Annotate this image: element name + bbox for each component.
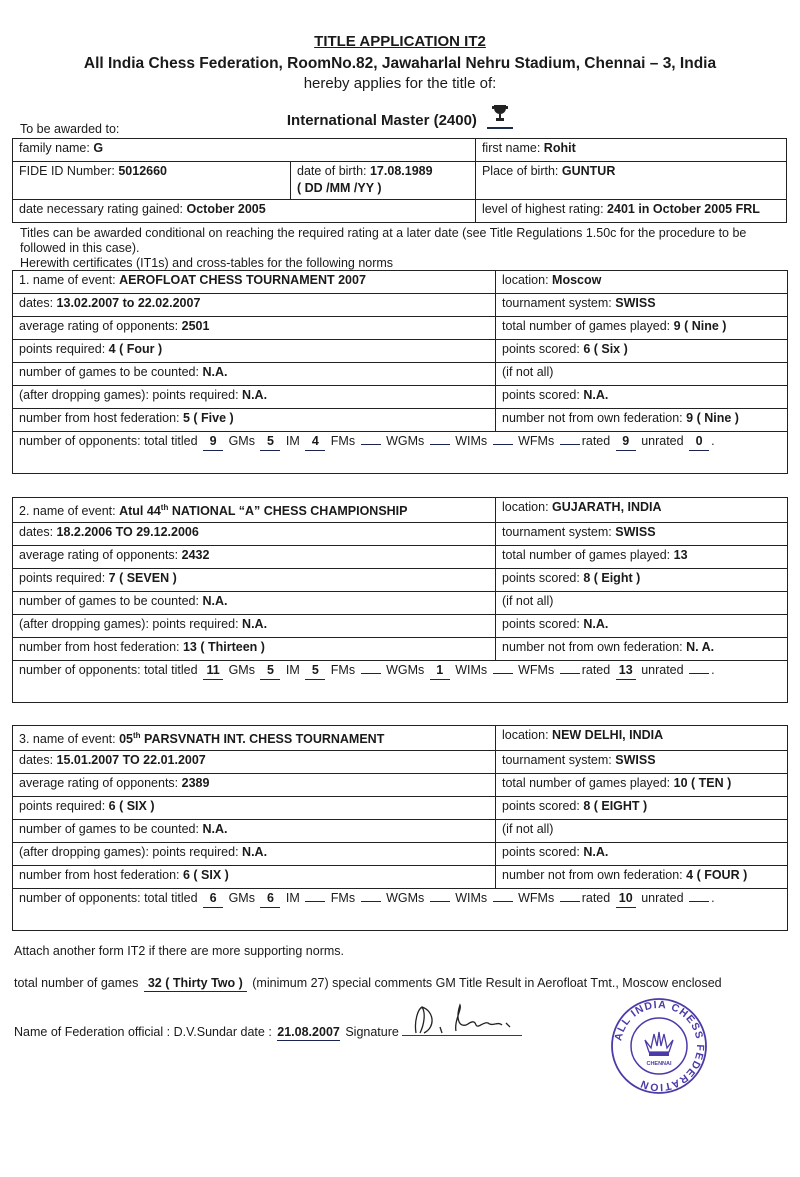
not-own-fed-cell: number not from own federation: N. A.	[496, 638, 788, 661]
total-games-cell: total number of games played: 10 ( TEN )	[496, 774, 788, 797]
after-dropping-cell: (after dropping games): points required: N.A.	[13, 386, 496, 409]
after-scored-cell: points scored: N.A.	[496, 615, 788, 638]
title-name: International Master (2400)	[0, 103, 800, 129]
attach-note: Attach another form IT2 if there are more supporting norms.	[14, 944, 345, 958]
fm-count	[361, 673, 381, 674]
avg-rating-cell: average rating of opponents: 2432	[13, 546, 496, 569]
norm-table-2	[12, 497, 788, 703]
after-scored-cell: points scored: N.A.	[496, 386, 788, 409]
wgm-count	[430, 901, 450, 902]
rated-count: 9	[616, 433, 636, 451]
event-name-cell: 2. name of event: Atul 44th NATIONAL “A” CHESS CHAMPIONSHIP	[13, 498, 496, 523]
host-fed-cell: number from host federation: 5 ( Five )	[13, 409, 496, 432]
opponents-cell: number of opponents: total titled 11 GMs 5 IM 5 FMs WGMs 1 WIMs WFMs rated 13 unrated .	[13, 661, 788, 703]
games-counted-cell: number of games to be counted: N.A.	[13, 820, 496, 843]
trophy-icon	[487, 103, 513, 129]
wim-count	[493, 673, 513, 674]
host-fed-cell: number from host federation: 6 ( SIX )	[13, 866, 496, 889]
wgm-count: 1	[430, 662, 450, 680]
fm-count	[361, 901, 381, 902]
gm-count: 5	[260, 433, 280, 451]
conditional-note: Titles can be awarded conditional on reaching the required rating at a later date (see Title Regulations 1.50c for the procedure to be followed in this case).	[20, 226, 747, 255]
avg-rating-cell: average rating of opponents: 2389	[13, 774, 496, 797]
wfm-count	[560, 901, 580, 902]
unrated-count	[689, 901, 709, 902]
dates-cell: dates: 18.2.2006 TO 29.12.2006	[13, 523, 496, 546]
official-line: Name of Federation official : D.V.Sundar date : 21.08.2007 Signature	[14, 1023, 522, 1041]
form-title: TITLE APPLICATION IT2	[314, 33, 486, 50]
opponents-cell: number of opponents: total titled 6 GMs 6 IM FMs WGMs WIMs WFMs rated 10 unrated .	[13, 889, 788, 931]
dates-cell: dates: 13.02.2007 to 22.02.2007	[13, 294, 496, 317]
stamp-city-text: CHENNAI	[646, 1061, 672, 1067]
games-counted-cell: number of games to be counted: N.A.	[13, 363, 496, 386]
system-cell: tournament system: SWISS	[496, 751, 788, 774]
wfm-count	[560, 444, 580, 445]
avg-rating-cell: average rating of opponents: 2501	[13, 317, 496, 340]
total-games-cell: total number of games played: 9 ( Nine )	[496, 317, 788, 340]
dates-cell: dates: 15.01.2007 TO 22.01.2007	[13, 751, 496, 774]
fide-id-cell: FIDE ID Number: 5012660	[13, 162, 291, 200]
location-cell: location: NEW DELHI, INDIA	[496, 726, 788, 751]
unrated-count: 0	[689, 433, 709, 451]
signature-line	[402, 1023, 522, 1036]
titled-count: 9	[203, 433, 223, 451]
stamp-ring-text: ALL INDIA CHESS FEDERATION	[612, 998, 707, 1094]
points-required-cell: points required: 7 ( SEVEN )	[13, 569, 496, 592]
if-not-all-cell: (if not all)	[496, 363, 788, 386]
im-count	[305, 901, 325, 902]
wim-count	[493, 901, 513, 902]
gm-count: 6	[260, 890, 280, 908]
im-count: 5	[305, 662, 325, 680]
applies-text: hereby applies for the title of:	[303, 75, 497, 92]
pob-cell: Place of birth: GUNTUR	[475, 162, 786, 200]
opponents-cell: number of opponents: total titled 9 GMs 5 IM 4 FMs WGMs WIMs WFMs rated 9 unrated 0 .	[13, 432, 788, 474]
event-name-cell: 3. name of event: 05th PARSVNATH INT. CHESS TOURNAMENT	[13, 726, 496, 751]
rating-gained-cell: date necessary rating gained: October 2005	[13, 200, 476, 223]
first-name-cell: first name: Rohit	[475, 139, 786, 162]
awardee-table	[12, 138, 787, 223]
fm-count	[361, 444, 381, 445]
location-cell: location: Moscow	[496, 271, 788, 294]
total-games-cell: total number of games played: 13	[496, 546, 788, 569]
if-not-all-cell: (if not all)	[496, 820, 788, 843]
norm-table-3	[12, 725, 788, 931]
points-scored-cell: points scored: 8 ( EIGHT )	[496, 797, 788, 820]
titled-count: 6	[203, 890, 223, 908]
wgm-count	[430, 444, 450, 445]
family-name-cell: family name: G	[13, 139, 476, 162]
wim-count	[493, 444, 513, 445]
to-be-awarded-label: To be awarded to:	[20, 122, 120, 136]
herewith-note: Herewith certificates (IT1s) and cross-tables for the following norms	[20, 256, 394, 270]
system-cell: tournament system: SWISS	[496, 523, 788, 546]
norm-table-1	[12, 270, 788, 474]
federation-stamp	[609, 996, 709, 1096]
host-fed-cell: number from host federation: 13 ( Thirteen )	[13, 638, 496, 661]
not-own-fed-cell: number not from own federation: 4 ( FOUR )	[496, 866, 788, 889]
not-own-fed-cell: number not from own federation: 9 ( Nine )	[496, 409, 788, 432]
unrated-count	[689, 673, 709, 674]
system-cell: tournament system: SWISS	[496, 294, 788, 317]
after-dropping-cell: (after dropping games): points required: N.A.	[13, 615, 496, 638]
dob-cell: date of birth: 17.08.1989 ( DD /MM /YY )	[291, 162, 476, 200]
games-counted-cell: number of games to be counted: N.A.	[13, 592, 496, 615]
highest-rating-cell: level of highest rating: 2401 in October 2005 FRL	[475, 200, 786, 223]
rated-count: 10	[616, 890, 636, 908]
official-date: 21.08.2007	[277, 1025, 340, 1039]
points-required-cell: points required: 6 ( SIX )	[13, 797, 496, 820]
event-name-cell: 1. name of event: AEROFLOAT CHESS TOURNAMENT 2007	[13, 271, 496, 294]
rated-count: 13	[616, 662, 636, 680]
points-scored-cell: points scored: 8 ( Eight )	[496, 569, 788, 592]
wfm-count	[560, 673, 580, 674]
signature-scribble	[404, 1001, 524, 1037]
location-cell: location: GUJARATH, INDIA	[496, 498, 788, 523]
im-count: 4	[305, 433, 325, 451]
federation-address: All India Chess Federation, RoomNo.82, Jawaharlal Nehru Stadium, Chennai – 3, India	[83, 55, 717, 72]
if-not-all-cell: (if not all)	[496, 592, 788, 615]
total-games-line: total number of games 32 ( Thirty Two ) (minimum 27) special comments GM Title Result in Aerofloat Tmt., Moscow enclosed	[14, 976, 722, 990]
points-scored-cell: points scored: 6 ( Six )	[496, 340, 788, 363]
gm-count: 5	[260, 662, 280, 680]
titled-count: 11	[203, 662, 223, 680]
points-required-cell: points required: 4 ( Four )	[13, 340, 496, 363]
after-dropping-cell: (after dropping games): points required: N.A.	[13, 843, 496, 866]
after-scored-cell: points scored: N.A.	[496, 843, 788, 866]
total-games-value: 32 ( Thirty Two )	[144, 976, 247, 992]
